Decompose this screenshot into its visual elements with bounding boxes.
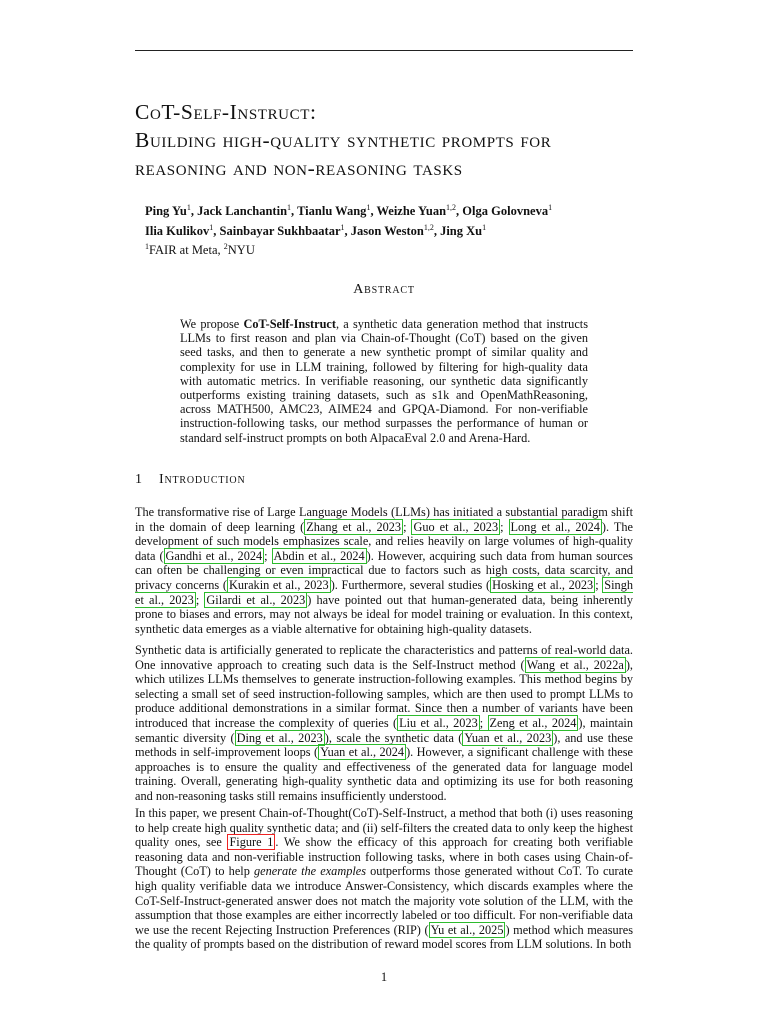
title-line: Building high-quality synthetic prompts for xyxy=(135,128,552,152)
section-heading xyxy=(135,472,245,488)
title-line: reasoning and non-reasoning tasks xyxy=(135,156,463,180)
citation-link[interactable]: Zeng et al., 2024 xyxy=(489,715,577,730)
affiliation-marker: 2 xyxy=(223,242,228,252)
text-run: ; xyxy=(595,577,603,592)
author-separator: , xyxy=(213,223,220,238)
author-separator: , xyxy=(190,204,198,219)
affiliation-marker: 1 xyxy=(548,203,553,212)
citation-link[interactable]: Yuan et al., 2024 xyxy=(320,745,405,760)
body-paragraph xyxy=(135,806,633,952)
author-name: Jason Weston xyxy=(350,223,424,238)
citation-link[interactable]: Long et al., 2024 xyxy=(510,519,600,534)
citation-link[interactable]: Singh et al., 2023 xyxy=(135,577,633,607)
citation-link[interactable]: Gilardi et al., 2023 xyxy=(206,592,306,607)
author-line xyxy=(145,200,625,220)
author-name: Weizhe Yuan xyxy=(376,204,447,219)
text-run: We propose xyxy=(180,317,244,331)
body-paragraph xyxy=(135,643,633,804)
citation-link[interactable]: Gandhi et al., 2024 xyxy=(165,548,263,563)
affiliation-marker: 1,2 xyxy=(423,222,434,232)
affiliation-line xyxy=(145,239,625,259)
text-run: ; xyxy=(403,519,412,534)
text-run: ). However, acquiring such data from human sources can often be challenging or even impractical due to factors such as high costs, data scarcity, and privacy concerns ( xyxy=(135,548,633,592)
citation-link[interactable]: Yu et al., 2025 xyxy=(430,922,504,937)
affiliation-marker: 1 xyxy=(482,222,487,232)
text-run: ; xyxy=(195,592,205,607)
abstract-body xyxy=(180,317,588,445)
text-run: ; xyxy=(264,548,272,563)
abstract-heading: Abstract xyxy=(353,282,415,297)
citation-link[interactable]: Liu et al., 2023 xyxy=(399,715,478,730)
figure-link[interactable]: Figure 1 xyxy=(229,835,274,850)
author-separator: , xyxy=(370,204,377,219)
text-run: ) have pointed out that human-generated data, being inherently prone to biases and errors, may not always be ideal for model training or evaluation. In this context, synthetic data emerges as a viable alternative for obtaining high-quality datasets. xyxy=(135,592,634,636)
author-separator: , xyxy=(456,204,463,219)
text-run: ). The development of such models emphasizes scale, and relies heavily on large volumes of high-quality data ( xyxy=(135,519,633,563)
author-separator: , xyxy=(291,204,298,219)
italic-text: generate the examples xyxy=(253,864,367,879)
page-number: 1 xyxy=(380,970,388,984)
citation-link[interactable]: Zhang et al., 2023 xyxy=(306,519,402,534)
affiliation-name: NYU xyxy=(227,243,255,258)
author-name: Sainbayar Sukhbaatar xyxy=(219,223,341,238)
text-run: . We show the efficacy of this approach for creating both verifiable reasoning data and non-verifiable instruction following tasks, where in both cases using Chain-of-Thought (CoT) to help xyxy=(135,835,633,879)
text-run: In this paper, we present Chain-of-Thought(CoT)-Self-Instruct, a method that both (i) uses reasoning to help create high quality synthetic data; and (ii) self-filters the created data to only keep the highest quality ones, see xyxy=(135,806,633,850)
author-name: Ping Yu xyxy=(145,204,187,219)
header-rule xyxy=(135,50,633,51)
citation-link[interactable]: Wang et al., 2022a xyxy=(526,657,624,672)
bold-text: CoT-Self-Instruct xyxy=(243,317,336,331)
author-name: Jack Lanchantin xyxy=(197,204,288,219)
text-run: ), scale the synthetic data ( xyxy=(324,730,463,745)
affiliation-marker: 1 xyxy=(186,203,191,212)
title-line: CoT-Self-Instruct: xyxy=(135,100,317,124)
text-run: ), and use these methods in self-improvement loops ( xyxy=(135,730,633,760)
body-paragraph xyxy=(135,505,633,636)
citation-link[interactable]: Guo et al., 2023 xyxy=(413,519,499,534)
paper-title xyxy=(135,98,645,182)
text-run: ), maintain semantic diversity ( xyxy=(135,715,633,745)
text-run: The transformative rise of Large Language Models (LLMs) has initiated a substantial paradigm shift in the domain of deep learning ( xyxy=(135,505,633,534)
author-name: Olga Golovneva xyxy=(462,204,549,219)
citation-link[interactable]: Kurakin et al., 2023 xyxy=(228,577,329,592)
text-run: ), which utilizes LLMs themselves to generate instruction-following examples. This method begins by selecting a small set of seed instruction-following samples, which are then used to prompt LLMs to produce additional demonstrations in a similar format. Since then a number of variants have been introduced that increase the complexity of queries ( xyxy=(135,657,633,730)
citation-link[interactable]: Yuan et al., 2023 xyxy=(464,730,552,745)
section-title: Introduction xyxy=(159,472,246,487)
text-run: ; xyxy=(500,519,509,534)
affiliation-name: FAIR at Meta, xyxy=(149,243,224,258)
affiliation-marker: 1,2 xyxy=(446,203,457,212)
author-separator: , xyxy=(433,223,441,238)
section-number: 1 xyxy=(135,472,143,487)
affiliation-marker: 1 xyxy=(340,222,345,232)
author-name: Jing Xu xyxy=(440,223,483,238)
citation-link[interactable]: Abdin et al., 2024 xyxy=(273,548,365,563)
text-run: ). Furthermore, several studies ( xyxy=(330,577,491,592)
text-run: outperforms those generated without CoT. To curate high quality verifiable data we introduce Answer-Consistency, which discards examples where the CoT-Self-Instruct-generated answer does not match the majority vote solution of the LLM, with the assumption that those examples are either incorrectly labeled or too difficult. For non-verifiable data we use the recent Rejecting Instruction Preferences (RIP) ( xyxy=(135,864,633,937)
citation-link[interactable]: Ding et al., 2023 xyxy=(236,730,323,745)
author-block xyxy=(145,200,625,259)
author-name: Tianlu Wang xyxy=(297,204,367,219)
affiliation-marker: 1 xyxy=(287,203,292,212)
text-run: ) method which measures the quality of prompts based on the distribution of reward model scores from LLM solutions. In both xyxy=(135,922,633,952)
author-name: Ilia Kulikov xyxy=(145,223,210,238)
text-run: Synthetic data is artificially generated to replicate the characteristics and patterns of real-world data. One innovative approach to creating such data is the Self-Instruct method ( xyxy=(135,643,633,672)
affiliation-marker: 1 xyxy=(209,222,214,232)
author-separator: , xyxy=(344,223,351,238)
citation-link[interactable]: Hosking et al., 2023 xyxy=(492,577,594,592)
affiliation-marker: 1 xyxy=(145,242,149,252)
text-run: ). However, a significant challenge with these approaches is to ensure the quality and effectiveness of the generated data for language model training. Overall, generating high-quality synthetic data and optimizing its use for both reasoning and non-reasoning tasks still remains insufficiently understood. xyxy=(135,745,633,803)
author-line xyxy=(145,220,625,240)
affiliation-marker: 1 xyxy=(366,203,371,212)
text-run: ; xyxy=(479,715,488,730)
text-run: , a synthetic data generation method that instructs LLMs to first reason and plan via Chain-of-Thought (CoT) based on the given seed tasks, and then to generate a new synthetic prompt of similar quality and complexity for use in LLM training, followed by filtering for high-quality data with automatic metrics. In verifiable reasoning, our synthetic data significantly outperforms existing training datasets, such as s1k and OpenMathReasoning, across MATH500, AMC23, AIME24 and GPQA-Diamond. For non-verifiable instruction-following tasks, our method surpasses the performance of human or standard self-instruct prompts on both AlpacaEval 2.0 and Arena-Hard. xyxy=(180,317,588,445)
